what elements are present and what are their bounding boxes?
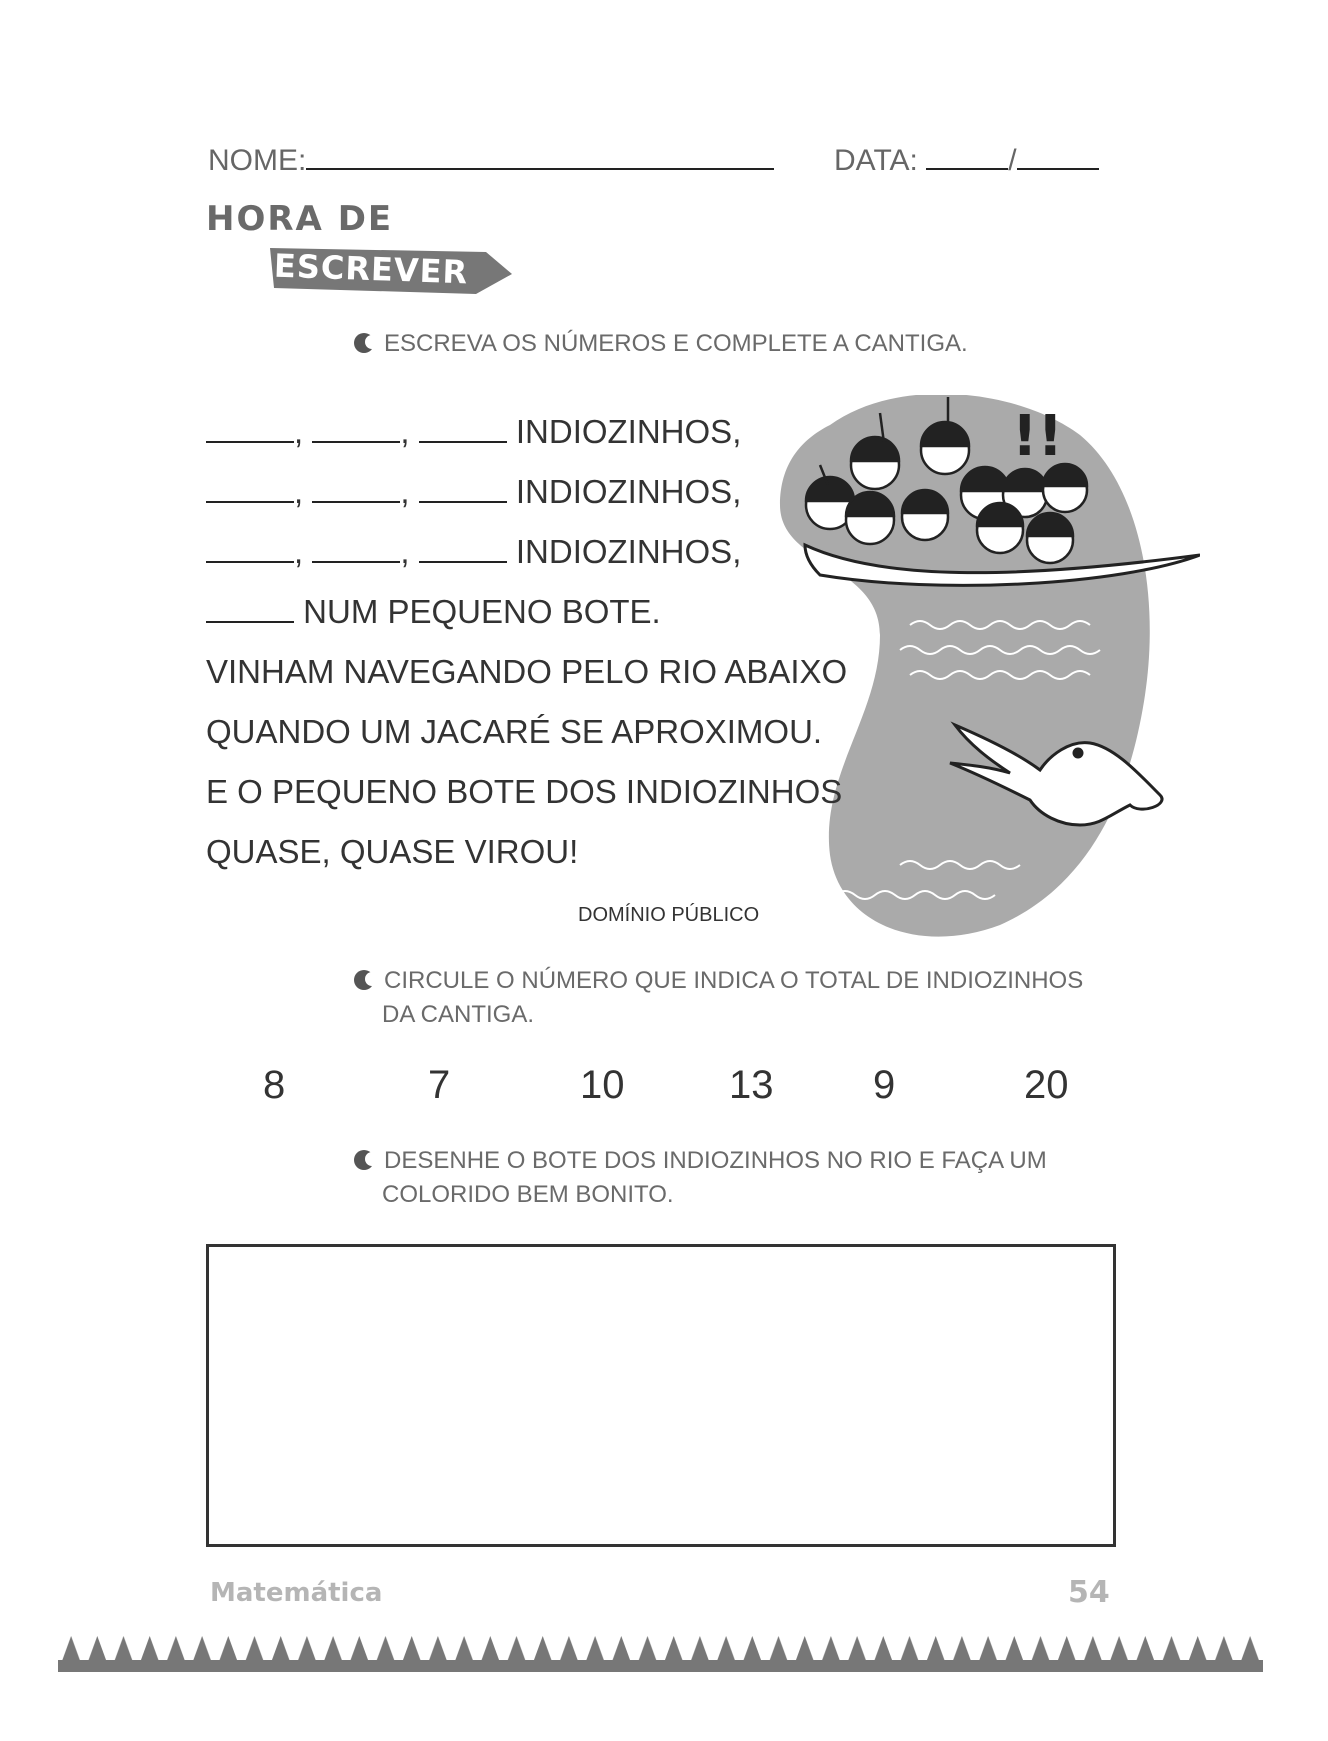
- song-line-5: VINHAM NAVEGANDO PELO RIO ABAIXO: [206, 653, 848, 690]
- name-field: [208, 140, 774, 178]
- song-line-3-text: INDIOZINHOS,: [515, 533, 742, 570]
- number-option[interactable]: 8: [263, 1063, 286, 1107]
- blank[interactable]: [206, 473, 294, 503]
- song-line-4-text: NUM PEQUENO BOTE.: [303, 593, 661, 630]
- exclaim-icon: !!: [1012, 404, 1064, 469]
- song-line-4: [206, 593, 661, 631]
- name-label: NOME:: [208, 144, 307, 177]
- number-option[interactable]: 20: [1024, 1063, 1069, 1107]
- zigzag-border: [58, 1630, 1263, 1672]
- blank[interactable]: [312, 413, 400, 443]
- name-line[interactable]: [306, 140, 774, 170]
- moon-bullet-icon: [354, 329, 374, 349]
- moon-bullet-icon: [354, 966, 374, 986]
- song-line-1-text: INDIOZINHOS,: [515, 413, 742, 450]
- section-title-line2: ESCREVER: [273, 246, 469, 292]
- blank[interactable]: [206, 593, 294, 623]
- song-line-2-text: INDIOZINHOS,: [515, 473, 742, 510]
- number-option[interactable]: 13: [729, 1063, 774, 1107]
- footer-page-number: 54: [1068, 1575, 1110, 1610]
- footer-subject: Matemática: [210, 1578, 383, 1608]
- instruction-1: [354, 327, 968, 361]
- song-source: DOMÍNIO PÚBLICO: [578, 904, 760, 926]
- instruction-1-text: ESCREVA OS NÚMEROS E COMPLETE A CANTIGA.: [384, 330, 968, 357]
- song-line-2: , , INDIOZINHOS,: [206, 473, 741, 511]
- song-line-8: QUASE, QUASE VIROU!: [206, 833, 579, 870]
- song-line-6: QUANDO UM JACARÉ SE APROXIMOU.: [206, 713, 823, 750]
- instruction-2: CIRCULE O NÚMERO QUE INDICA O TOTAL DE INDIOZINHOS DA CANTIGA.: [354, 964, 1083, 1032]
- moon-bullet-icon: [354, 1146, 374, 1166]
- song-line-7: E O PEQUENO BOTE DOS INDIOZINHOS: [206, 773, 843, 810]
- number-option[interactable]: 9: [873, 1063, 896, 1107]
- section-title-banner: [268, 244, 514, 294]
- number-option[interactable]: 7: [428, 1063, 451, 1107]
- blank[interactable]: [206, 413, 294, 443]
- blank[interactable]: [312, 533, 400, 563]
- blank[interactable]: [419, 533, 507, 563]
- instruction-3: DESENHE O BOTE DOS INDIOZINHOS NO RIO E FAÇA UM COLORIDO BEM BONITO.: [354, 1144, 1047, 1212]
- date-separator: /: [1008, 144, 1017, 177]
- drawing-area[interactable]: [206, 1244, 1116, 1547]
- date-label: DATA:: [834, 144, 918, 177]
- song-line-3: , , INDIOZINHOS,: [206, 533, 741, 571]
- blank[interactable]: [312, 473, 400, 503]
- date-field: [834, 140, 1099, 178]
- blank[interactable]: [419, 473, 507, 503]
- section-title-line1: HORA DE: [206, 199, 394, 239]
- date-day-line[interactable]: [926, 140, 1008, 170]
- date-month-line[interactable]: [1017, 140, 1099, 170]
- blank[interactable]: [419, 413, 507, 443]
- song-line-1: , , INDIOZINHOS,: [206, 413, 741, 451]
- blank[interactable]: [206, 533, 294, 563]
- number-option[interactable]: 10: [580, 1063, 625, 1107]
